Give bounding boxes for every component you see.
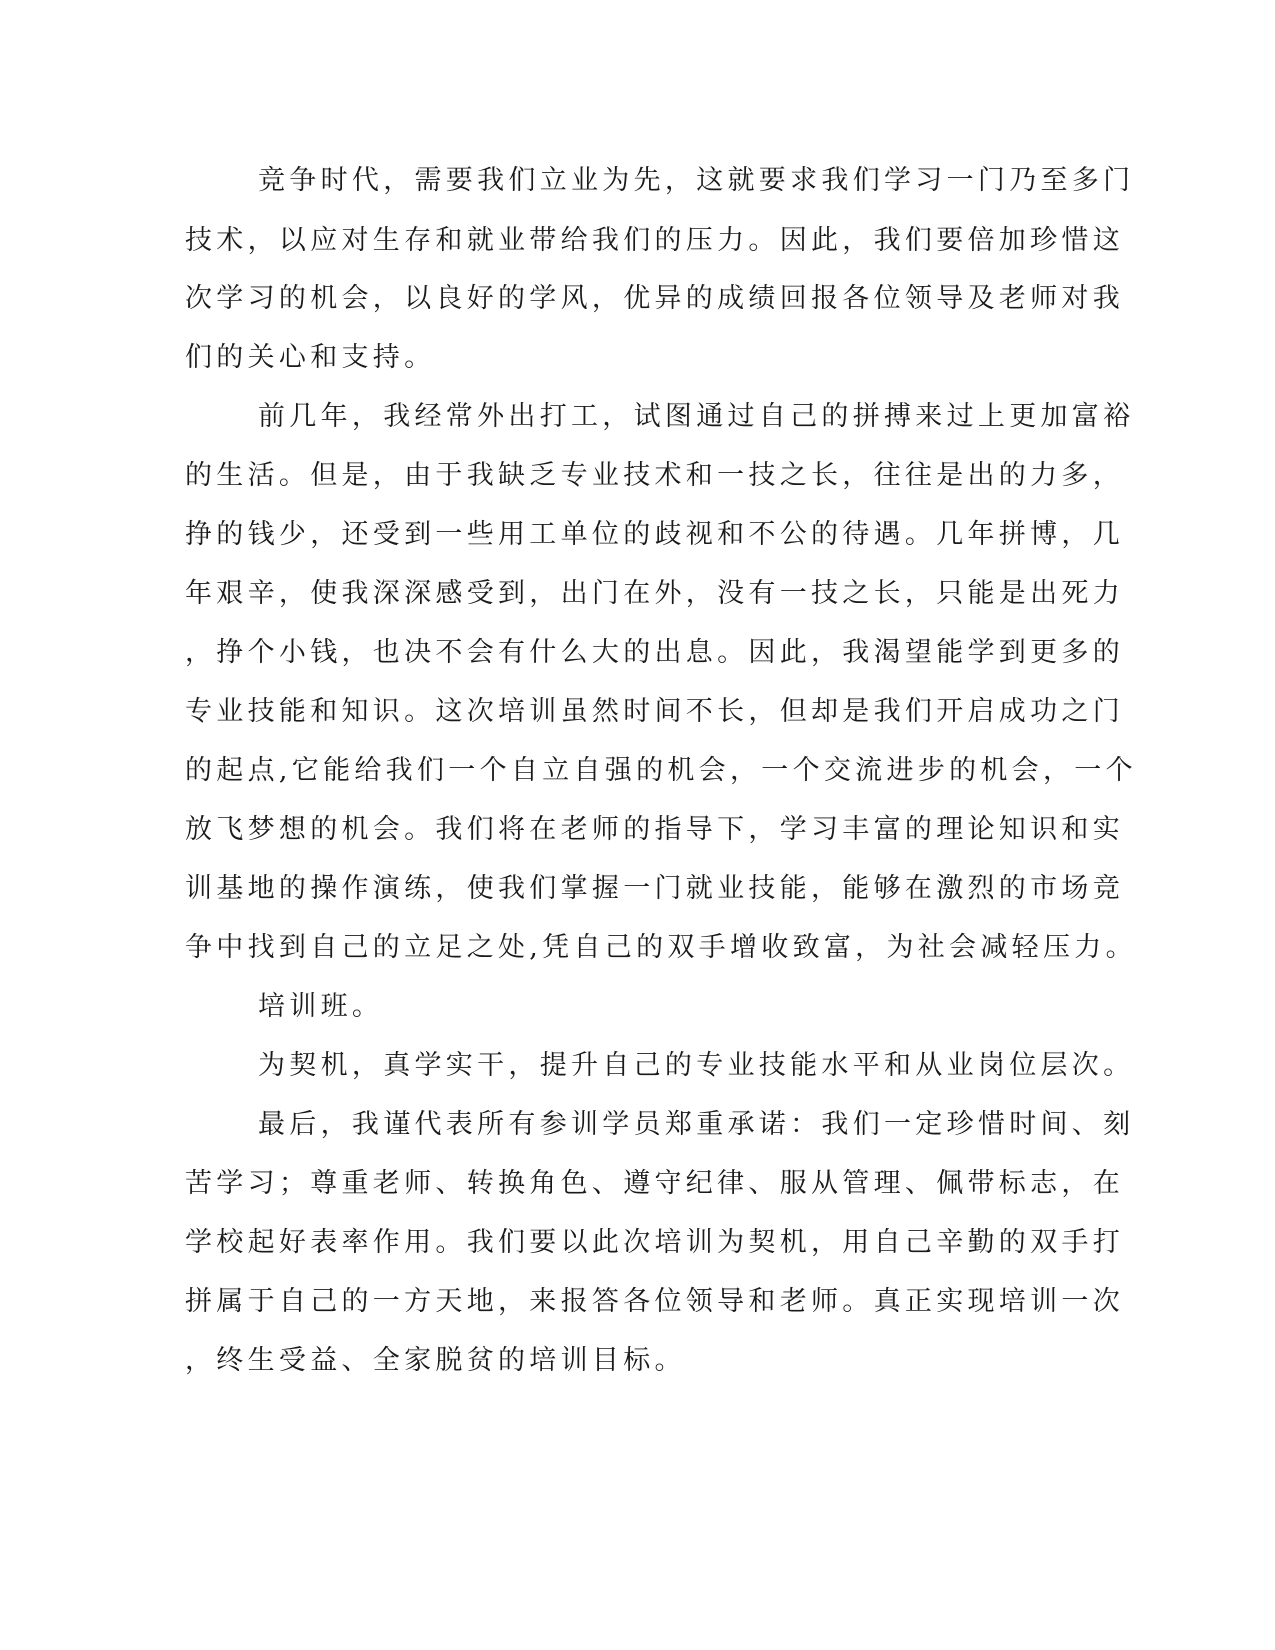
text-line: 拼属于自己的一方天地，来报答各位领导和老师。真正实现培训一次 bbox=[185, 1286, 1124, 1317]
text-line: 专业技能和知识。这次培训虽然时间不长，但却是我们开启成功之门 bbox=[185, 696, 1124, 727]
text-line: 的起点,它能给我们一个自立自强的机会，一个交流进步的机会，一个 bbox=[185, 755, 1137, 786]
text-line: 年艰辛，使我深深感受到，出门在外，没有一技之长，只能是出死力 bbox=[185, 578, 1124, 609]
text-line: 的生活。但是，由于我缺乏专业技术和一技之长，往往是出的力多， bbox=[185, 460, 1124, 491]
text-line: 争中找到自己的立足之处,凭自己的双手增收致富，为社会减轻压力。 bbox=[185, 932, 1137, 963]
text-line: ，挣个小钱，也决不会有什么大的出息。因此，我渴望能学到更多的 bbox=[185, 637, 1124, 668]
text-line: 为契机，真学实干，提升自己的专业技能水平和从业岗位层次。 bbox=[258, 1050, 1135, 1081]
text-line: 挣的钱少，还受到一些用工单位的歧视和不公的待遇。几年拼博，几 bbox=[185, 519, 1124, 550]
text-line: 最后，我谨代表所有参训学员郑重承诺：我们一定珍惜时间、刻 bbox=[258, 1109, 1135, 1140]
text-line: 放飞梦想的机会。我们将在老师的指导下，学习丰富的理论知识和实 bbox=[185, 814, 1124, 845]
text-line: 次学习的机会，以良好的学风，优异的成绩回报各位领导及老师对我 bbox=[185, 283, 1124, 314]
text-line: 们的关心和支持。 bbox=[185, 342, 436, 373]
text-line: 学校起好表率作用。我们要以此次培训为契机，用自己辛勤的双手打 bbox=[185, 1227, 1124, 1258]
text-line: 苦学习；尊重老师、转换角色、遵守纪律、服从管理、佩带标志，在 bbox=[185, 1168, 1124, 1199]
text-line: 训基地的操作演练，使我们掌握一门就业技能，能够在激烈的市场竞 bbox=[185, 873, 1124, 904]
text-line: ，终生受益、全家脱贫的培训目标。 bbox=[185, 1345, 686, 1376]
text-line: 培训班。 bbox=[258, 991, 384, 1022]
text-line: 技术，以应对生存和就业带给我们的压力。因此，我们要倍加珍惜这 bbox=[185, 225, 1124, 256]
text-line: 前几年，我经常外出打工，试图通过自己的拼搏来过上更加富裕 bbox=[258, 401, 1135, 432]
text-line: 竞争时代，需要我们立业为先，这就要求我们学习一门乃至多门 bbox=[258, 165, 1135, 196]
